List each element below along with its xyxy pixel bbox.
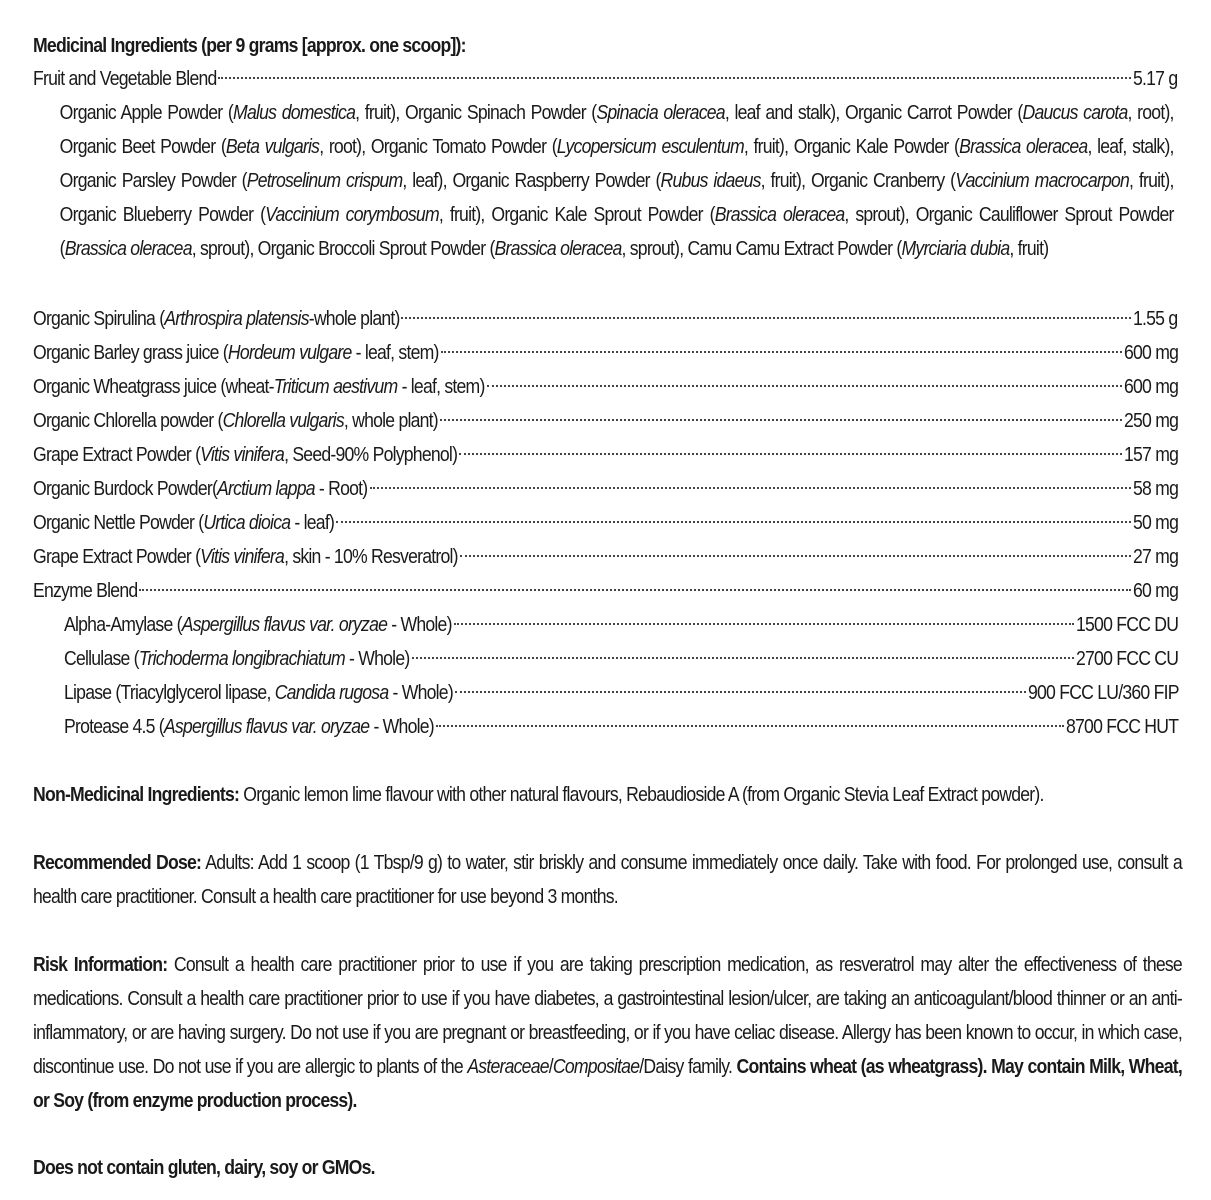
bold-text: Contains wheat (as wheatgrass). May contain Milk, Wheat, or Soy (from enzyme production process). bbox=[33, 1055, 1182, 1112]
risk-information bbox=[33, 948, 1182, 1118]
ingredient-name bbox=[33, 540, 458, 574]
free-from-statement: Does not contain gluten, dairy, soy or GMOs. bbox=[33, 1156, 375, 1179]
italic-text: Myrciaria dubia bbox=[901, 237, 1010, 260]
italic-text: Spinacia oleracea bbox=[596, 101, 725, 124]
text-run: Organic Chlorella powder ( bbox=[33, 409, 223, 432]
text-run: - leaf, stem) bbox=[397, 375, 485, 398]
ingredient-row bbox=[33, 506, 1178, 540]
italic-text: Vaccinium corymbosum bbox=[265, 203, 439, 226]
ingredient-amount: 1500 FCC DU bbox=[1075, 613, 1178, 636]
ingredient-name bbox=[33, 472, 368, 506]
leader-dots bbox=[218, 75, 1131, 79]
text-run: , fruit), Organic Spinach Powder ( bbox=[355, 101, 597, 124]
ingredient-row bbox=[33, 472, 1178, 506]
italic-text: Vitis vinifera bbox=[200, 443, 285, 466]
ingredient-row-blend bbox=[33, 62, 1178, 96]
text-run: - leaf) bbox=[290, 511, 335, 534]
ingredient-amount: 50 mg bbox=[1133, 511, 1179, 534]
ingredient-amount: 60 mg bbox=[1133, 579, 1179, 602]
italic-text: Triticum aestivum bbox=[273, 375, 398, 398]
text-run: - Whole) bbox=[369, 715, 434, 738]
text-run: Organic Barley grass juice ( bbox=[33, 341, 228, 364]
italic-text: Malus domestica bbox=[233, 101, 356, 124]
italic-text: Vitis vinifera bbox=[200, 545, 285, 568]
bold-text: Risk Information: bbox=[33, 953, 168, 976]
ingredient-amount: 157 mg bbox=[1123, 443, 1178, 466]
text-run: Organic Burdock Powder( bbox=[33, 477, 218, 500]
ingredient-name bbox=[33, 574, 138, 608]
leader-dots bbox=[139, 587, 1131, 591]
leader-dots bbox=[460, 553, 1131, 557]
leader-dots bbox=[436, 723, 1064, 727]
leader-dots bbox=[401, 315, 1131, 319]
leader-dots bbox=[440, 417, 1122, 421]
leader-dots bbox=[370, 485, 1132, 489]
ingredient-name: Fruit and Vegetable Blend bbox=[33, 67, 217, 90]
italic-text: Candida rugosa bbox=[274, 681, 389, 704]
text-run: Protease 4.5 ( bbox=[64, 715, 164, 738]
text-run: /Daisy family. bbox=[639, 1055, 737, 1078]
ingredient-amount: 250 mg bbox=[1123, 409, 1178, 432]
italic-text: Asteraceae bbox=[467, 1055, 549, 1078]
text-run: Enzyme Blend bbox=[33, 579, 138, 602]
text-run: Organic Spirulina ( bbox=[33, 307, 165, 330]
text-run: , fruit), Organic Kale Powder ( bbox=[743, 135, 960, 158]
ingredient-amount: 5.17 g bbox=[1133, 67, 1178, 90]
ingredient-name bbox=[33, 438, 458, 472]
recommended-dose bbox=[33, 846, 1182, 914]
text-run: - Whole) bbox=[387, 613, 452, 636]
ingredient-row bbox=[33, 370, 1178, 404]
italic-text: Daucus carota bbox=[1022, 101, 1128, 124]
leader-dots bbox=[459, 451, 1122, 455]
ingredient-row bbox=[33, 642, 1178, 676]
text-run: Grape Extract Powder ( bbox=[33, 443, 201, 466]
italic-text: Brassica oleracea bbox=[714, 203, 845, 226]
text-run: Organic Wheatgrass juice (wheat- bbox=[33, 375, 274, 398]
italic-text: Chlorella vulgaris bbox=[222, 409, 344, 432]
italic-text: Rubus idaeus bbox=[660, 169, 761, 192]
medicinal-heading: Medicinal Ingredients (per 9 grams [approx. one scoop]): bbox=[33, 34, 466, 57]
bold-text: Non-Medicinal Ingredients: bbox=[33, 783, 240, 806]
ingredient-amount: 600 mg bbox=[1123, 341, 1178, 364]
ingredient-row bbox=[33, 438, 1178, 472]
italic-text: Beta vulgaris bbox=[225, 135, 320, 158]
text-run: , fruit), Organic Cranberry ( bbox=[760, 169, 956, 192]
blend-description bbox=[33, 96, 1174, 302]
text-run: Grape Extract Powder ( bbox=[33, 545, 201, 568]
ingredient-amount: 600 mg bbox=[1123, 375, 1178, 398]
text-run: , leaf), Organic Raspberry Powder ( bbox=[402, 169, 661, 192]
text-run: - Whole) bbox=[344, 647, 410, 670]
ingredient-amount: 8700 FCC HUT bbox=[1066, 715, 1179, 738]
leader-dots bbox=[412, 655, 1074, 659]
text-run: , root), Organic Beet Powder ( bbox=[59, 101, 1174, 158]
ingredient-row bbox=[33, 608, 1178, 642]
text-run: - Whole) bbox=[388, 681, 453, 704]
text-run: , fruit), Organic Kale Sprout Powder ( bbox=[438, 203, 715, 226]
ingredient-row bbox=[33, 574, 1178, 608]
text-run: , Seed-90% Polyphenol) bbox=[284, 443, 458, 466]
ingredient-amount: 2700 FCC CU bbox=[1075, 647, 1178, 670]
text-run: , leaf and stalk), Organic Carrot Powder ( bbox=[724, 101, 1023, 124]
text-run: , root), Organic Tomato Powder ( bbox=[319, 135, 557, 158]
bold-text: Recommended Dose: bbox=[33, 851, 202, 874]
text-run: Consult a health care practitioner prior to use if you are taking prescription medication, as resveratrol may alter the effectiveness of these medications. Consult a health care practitioner prior to use if you have diabetes, a gastrointestinal lesion/ulcer, are taking an anticoagulant/blood thinner or an anti-inflammatory, or are having surgery. Do not use if you are pregnant or breastfeeding, or if you have celiac disease. Allergy has been known to occur, in which case, discontinue use. Do not use if you are allergic to plants of the bbox=[33, 953, 1182, 1078]
italic-text: Aspergillus flavus var. oryzae bbox=[181, 613, 388, 636]
italic-text: Petroselinum crispum bbox=[246, 169, 403, 192]
italic-text: Brassica oleracea bbox=[64, 237, 192, 260]
text-run: , fruit) bbox=[1009, 237, 1049, 260]
ingredient-row bbox=[33, 540, 1178, 574]
italic-text: Arthrospira platensis bbox=[164, 307, 309, 330]
ingredient-list bbox=[33, 302, 1178, 744]
text-run: Adults: Add 1 scoop (1 Tbsp/9 g) to water, stir briskly and consume immediately once daily. Take with food. For prolonged use, consult a health care practitioner. Consult a health care practitioner for use beyond 3 months. bbox=[33, 851, 1182, 908]
text-run: Alpha-Amylase ( bbox=[64, 613, 182, 636]
ingredient-row bbox=[33, 710, 1178, 744]
ingredient-amount: 1.55 g bbox=[1133, 307, 1178, 330]
italic-text: Vaccinium macrocarpon bbox=[955, 169, 1130, 192]
italic-text: Compositae bbox=[552, 1055, 640, 1078]
text-run: , leaf, stalk), Organic Parsley Powder ( bbox=[59, 135, 1174, 192]
ingredient-name bbox=[64, 676, 453, 710]
leader-dots bbox=[455, 689, 1026, 693]
non-medicinal-ingredients bbox=[33, 778, 1148, 812]
text-run: Organic lemon lime flavour with other natural flavours, Rebaudioside A (from Organic Stevia Leaf Extract powder). bbox=[239, 783, 1044, 806]
ingredient-name bbox=[33, 302, 400, 336]
text-run: , fruit), Organic Blueberry Powder ( bbox=[59, 169, 1174, 226]
text-run: -whole plant) bbox=[308, 307, 400, 330]
text-run: - leaf, stem) bbox=[351, 341, 439, 364]
text-run: / bbox=[548, 1055, 553, 1078]
text-run: Organic Nettle Powder ( bbox=[33, 511, 204, 534]
ingredient-name bbox=[64, 710, 434, 744]
text-run: , sprout), Organic Broccoli Sprout Powder ( bbox=[191, 237, 495, 260]
ingredient-name bbox=[33, 336, 439, 370]
text-run: Lipase (Triacylglycerol lipase, bbox=[64, 681, 275, 704]
ingredient-name bbox=[33, 506, 335, 540]
ingredient-name bbox=[33, 370, 485, 404]
text-run: , sprout), Camu Camu Extract Powder ( bbox=[621, 237, 902, 260]
text-run: - Root) bbox=[314, 477, 368, 500]
italic-text: Aspergillus flavus var. oryzae bbox=[163, 715, 370, 738]
ingredient-name bbox=[64, 608, 452, 642]
leader-dots bbox=[487, 383, 1122, 387]
ingredient-row bbox=[33, 336, 1178, 370]
italic-text: Brassica oleracea bbox=[494, 237, 622, 260]
text-run: Organic Apple Powder ( bbox=[59, 101, 234, 124]
italic-text: Brassica oleracea bbox=[959, 135, 1088, 158]
italic-text: Hordeum vulgare bbox=[227, 341, 352, 364]
italic-text: Trichoderma longibrachiatum bbox=[138, 647, 345, 670]
ingredient-name bbox=[64, 642, 410, 676]
italic-text: Lycopersicum esculentum bbox=[556, 135, 744, 158]
leader-dots bbox=[336, 519, 1131, 523]
italic-text: Urtica dioica bbox=[203, 511, 291, 534]
ingredient-row bbox=[33, 404, 1178, 438]
ingredient-name bbox=[33, 404, 438, 438]
leader-dots bbox=[441, 349, 1122, 353]
ingredient-row bbox=[33, 676, 1178, 710]
leader-dots bbox=[454, 621, 1074, 625]
italic-text: Arctium lappa bbox=[217, 477, 315, 500]
ingredient-row bbox=[33, 302, 1178, 336]
ingredient-amount: 27 mg bbox=[1133, 545, 1179, 568]
text-run: Cellulase ( bbox=[64, 647, 139, 670]
ingredient-amount: 900 FCC LU/360 FIP bbox=[1027, 681, 1179, 704]
text-run: , whole plant) bbox=[343, 409, 438, 432]
ingredient-amount: 58 mg bbox=[1133, 477, 1179, 500]
text-run: , sprout), Organic Cauliflower Sprout Powder ( bbox=[59, 203, 1174, 260]
text-run: , skin - 10% Resveratrol) bbox=[284, 545, 458, 568]
